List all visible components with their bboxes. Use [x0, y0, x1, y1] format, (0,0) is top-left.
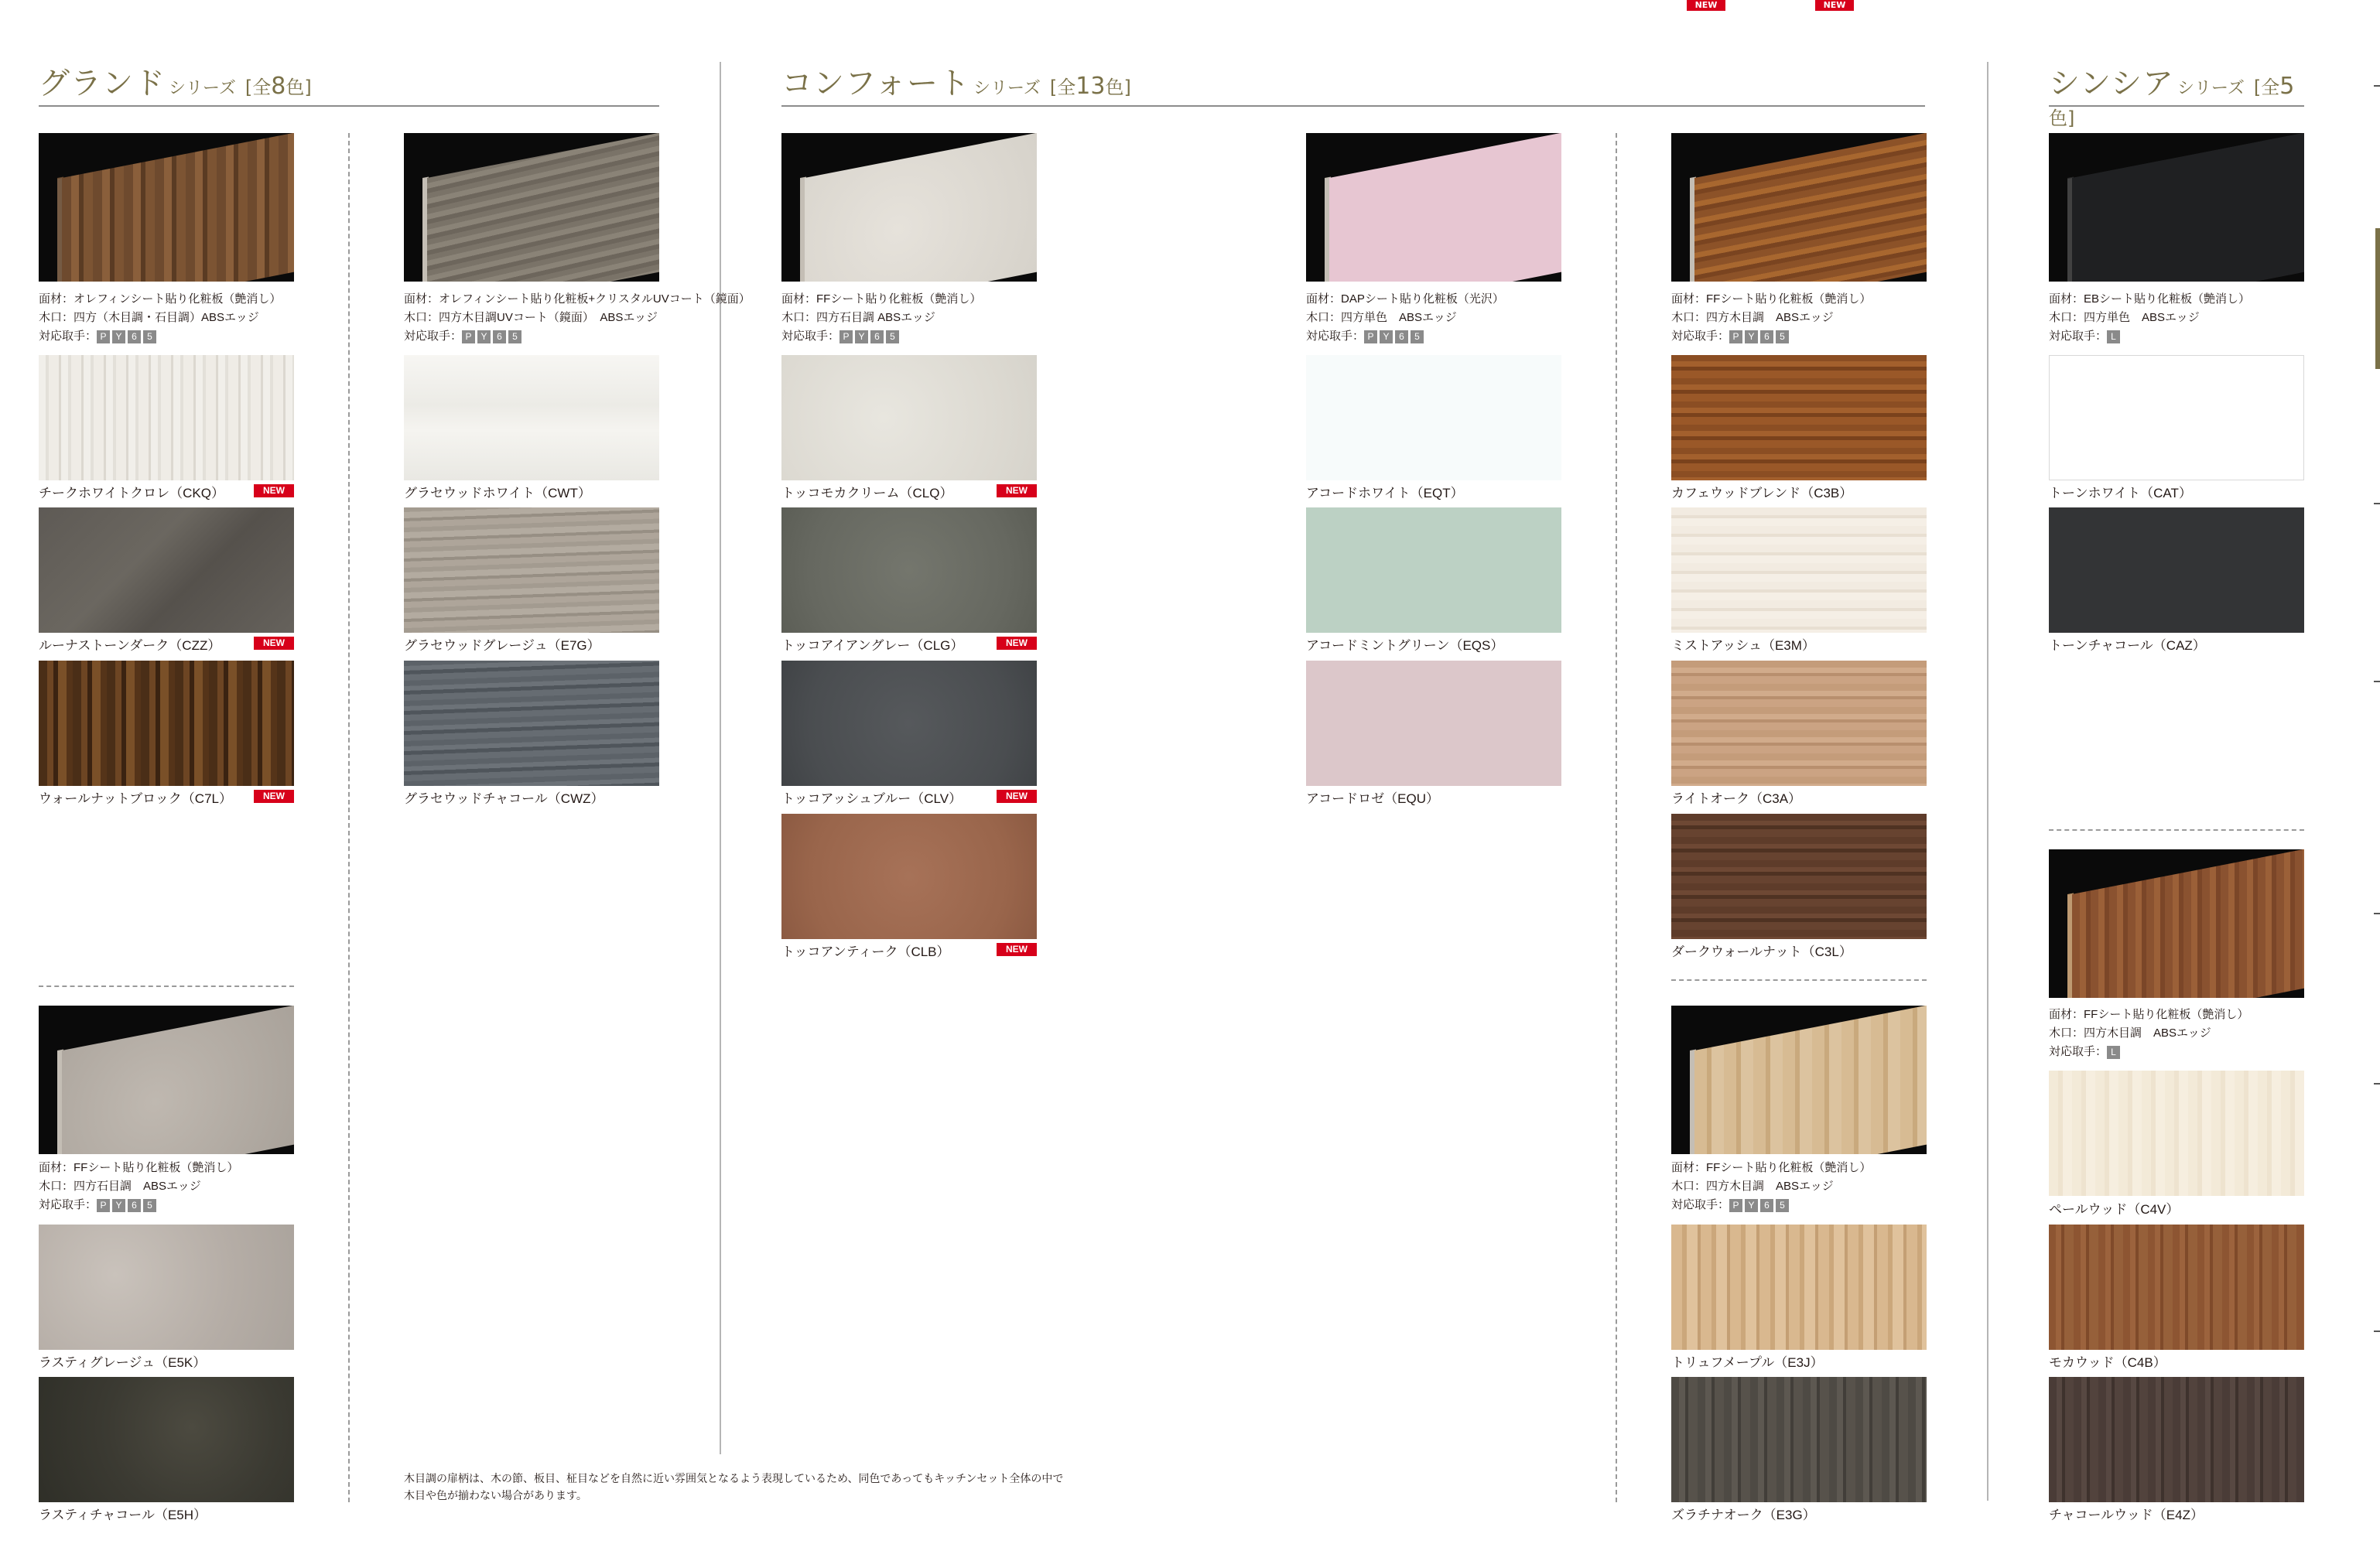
swatch-label: ウォールナットブロック（C7L） NEW: [39, 787, 294, 806]
spec-block: 面材：オレフィンシート貼り化粧板+クリスタルUVコート（鏡面） 木口：四方木目調UVコート（鏡面） ABSエッジ 対応取手： P Y 6 5: [404, 290, 682, 346]
new-badge: NEW: [997, 484, 1037, 497]
swatch-label: カフェウッドブレンド（C3B）: [1671, 486, 1853, 500]
spec-block: 面材：FFシート貼り化粧板（艶消し） 木口：四方石目調 ABSエッジ 対応取手： P Y 6 5: [39, 1159, 317, 1214]
handle-icons: P Y 6 5: [1729, 1196, 1791, 1214]
swatch-label: モカウッド（C4B）: [2049, 1355, 2166, 1370]
swatch-czz: [39, 507, 294, 633]
swatch-label: アコードミントグリーン（EQS）: [1306, 638, 1504, 653]
edge-tick: [2374, 85, 2380, 87]
handle-icons: P Y 6 5: [97, 1196, 159, 1214]
new-badge-top-1: NEW: [1687, 0, 1725, 11]
footnote: 木目調の扉柄は、木の節、板目、柾目などを自然に近い雰囲気となるよう表現しているため、同色であってもキッチンセット全体の中で 木目や色が揃わない場合があります。: [404, 1472, 1064, 1501]
swatch-clb: [781, 814, 1037, 939]
spec-block: 面材：DAPシート貼り化粧板（光沢） 木口：四方単色 ABSエッジ 対応取手： P Y 6 5: [1306, 290, 1585, 346]
new-badge: NEW: [254, 637, 294, 650]
swatch-label: ペールウッド（C4V）: [2049, 1202, 2180, 1217]
swatch-label: チークホワイトクロレ（CKQ） NEW: [39, 482, 294, 500]
swatch-e5k: [39, 1225, 294, 1350]
spec-block: 面材：FFシート貼り化粧板（艶消し） 木口：四方木目調 ABSエッジ 対応取手： P Y 6 5: [1671, 1159, 1950, 1214]
swatch-label: トッコアンティーク（CLB） NEW: [781, 941, 1037, 959]
series-suffix: シリーズ: [973, 79, 1041, 98]
swatch-c4v: [2049, 1071, 2304, 1196]
swatch-label: アコードロゼ（EQU）: [1306, 791, 1439, 806]
edge-tick: [2374, 1083, 2380, 1085]
swatch-label: ルーナストーンダーク（CZZ） NEW: [39, 634, 294, 653]
swatch-label: トーンホワイト（CAT）: [2049, 486, 2192, 500]
swatch-eqs: [1306, 507, 1561, 633]
swatch-c3a: [1671, 661, 1927, 786]
swatch-label: グラセウッドグレージュ（E7G）: [404, 638, 600, 653]
handle-icons: L: [2107, 327, 2122, 346]
swatch-cwt: [404, 355, 659, 480]
swatch-c4b: [2049, 1225, 2304, 1350]
handle-icons: P Y 6 5: [1729, 327, 1791, 346]
door-sample-image: [781, 133, 1037, 282]
swatch-clq: [781, 355, 1037, 480]
swatch-label: ライトオーク（C3A）: [1671, 791, 1802, 806]
color-count: [全13色]: [1049, 73, 1131, 100]
section-divider: [720, 62, 721, 1454]
swatch-equ: [1306, 661, 1561, 786]
handle-icons: P Y 6 5: [462, 327, 524, 346]
swatch-clv: [781, 661, 1037, 786]
swatch-c3l: [1671, 814, 1927, 939]
series-title: グランド: [39, 66, 166, 101]
door-sample-image: [2049, 133, 2304, 282]
swatch-caz: [2049, 507, 2304, 633]
swatch-e3g: [1671, 1377, 1927, 1502]
spec-block: 面材：FFシート貼り化粧板（艶消し） 木口：四方木目調 ABSエッジ 対応取手： P Y 6 5: [1671, 290, 1950, 346]
edge-tick: [2374, 681, 2380, 682]
swatch-e5h: [39, 1377, 294, 1502]
door-sample-image: [1671, 1006, 1927, 1154]
edge-tick: [2374, 503, 2380, 504]
series-title: シンシア: [2049, 66, 2174, 101]
swatch-label: トリュフメープル（E3J）: [1671, 1355, 1824, 1370]
spec-block: 面材：FFシート貼り化粧板（艶消し） 木口：四方木目調 ABSエッジ 対応取手： L: [2049, 1006, 2327, 1061]
series-suffix: シリーズ: [2177, 79, 2245, 98]
swatch-label: ラスティチャコール（E5H）: [39, 1508, 207, 1522]
door-sample-image: [404, 133, 659, 282]
new-badge: NEW: [997, 943, 1037, 956]
door-sample-image: [39, 1006, 294, 1154]
section-header-grand: [39, 59, 659, 107]
swatch-label: チャコールウッド（E4Z）: [2049, 1508, 2204, 1522]
handle-icons: L: [2107, 1043, 2122, 1061]
swatch-label: アコードホワイト（EQT）: [1306, 486, 1464, 500]
swatch-cat: [2049, 355, 2304, 480]
spec-block: 面材：オレフィンシート貼り化粧板（艶消し） 木口：四方（木目調・石目調）ABSエッジ 対応取手： P Y 6 5: [39, 290, 317, 346]
color-count: [全8色]: [244, 73, 312, 100]
swatch-e3j: [1671, 1225, 1927, 1350]
group-divider: [2049, 829, 2304, 831]
edge-tick: [2374, 1331, 2380, 1332]
color-count: [全5色]: [2049, 73, 2295, 129]
new-badge: NEW: [254, 790, 294, 803]
swatch-label: ミストアッシュ（E3M）: [1671, 638, 1815, 653]
edge-tick: [2374, 913, 2380, 914]
swatch-label: トッコアッシュブルー（CLV） NEW: [781, 787, 1037, 806]
door-sample-image: [39, 133, 294, 282]
group-divider: [1671, 979, 1927, 981]
swatch-e7g: [404, 507, 659, 633]
swatch-ckq: [39, 355, 294, 480]
series-title: コンフォート: [781, 66, 970, 101]
column-divider: [348, 133, 350, 1502]
handle-icons: P Y 6 5: [97, 327, 159, 346]
handle-icons: P Y 6 5: [839, 327, 901, 346]
swatch-label: ダークウォールナット（C3L）: [1671, 945, 1852, 959]
new-badge: NEW: [997, 637, 1037, 650]
spec-block: 面材：EBシート貼り化粧板（艶消し） 木口：四方単色 ABSエッジ 対応取手： L: [2049, 290, 2327, 346]
handle-icons: P Y 6 5: [1364, 327, 1426, 346]
section-header-sincere: [2049, 59, 2304, 129]
door-sample-image: [2049, 849, 2304, 998]
swatch-label: ラスティグレージュ（E5K）: [39, 1355, 207, 1370]
swatch-label: グラセウッドホワイト（CWT）: [404, 486, 591, 500]
section-divider: [1987, 62, 1988, 1501]
group-divider: [39, 985, 294, 987]
door-sample-image: [1306, 133, 1561, 282]
swatch-e4z: [2049, 1377, 2304, 1502]
spec-block: 面材：FFシート貼り化粧板（艶消し） 木口：四方石目調 ABSエッジ 対応取手： P Y 6 5: [781, 290, 1060, 346]
new-badge: NEW: [254, 484, 294, 497]
new-badge: NEW: [997, 790, 1037, 803]
swatch-eqt: [1306, 355, 1561, 480]
door-sample-image: [1671, 133, 1927, 282]
swatch-label: トッコモカクリーム（CLQ） NEW: [781, 482, 1037, 500]
new-badge-top-2: NEW: [1815, 0, 1854, 11]
section-header-comfort: [781, 59, 1925, 107]
swatch-c7l: [39, 661, 294, 786]
swatch-cwz: [404, 661, 659, 786]
swatch-label: トーンチャコール（CAZ）: [2049, 638, 2206, 653]
page-index-tab: [2375, 228, 2380, 369]
column-divider: [1616, 133, 1617, 1502]
swatch-label: トッコアイアングレー（CLG） NEW: [781, 634, 1037, 653]
swatch-c3b: [1671, 355, 1927, 480]
swatch-label: ズラチナオーク（E3G）: [1671, 1508, 1816, 1522]
swatch-label: グラセウッドチャコール（CWZ）: [404, 791, 604, 806]
swatch-e3m: [1671, 507, 1927, 633]
swatch-clg: [781, 507, 1037, 633]
series-suffix: シリーズ: [169, 79, 236, 98]
